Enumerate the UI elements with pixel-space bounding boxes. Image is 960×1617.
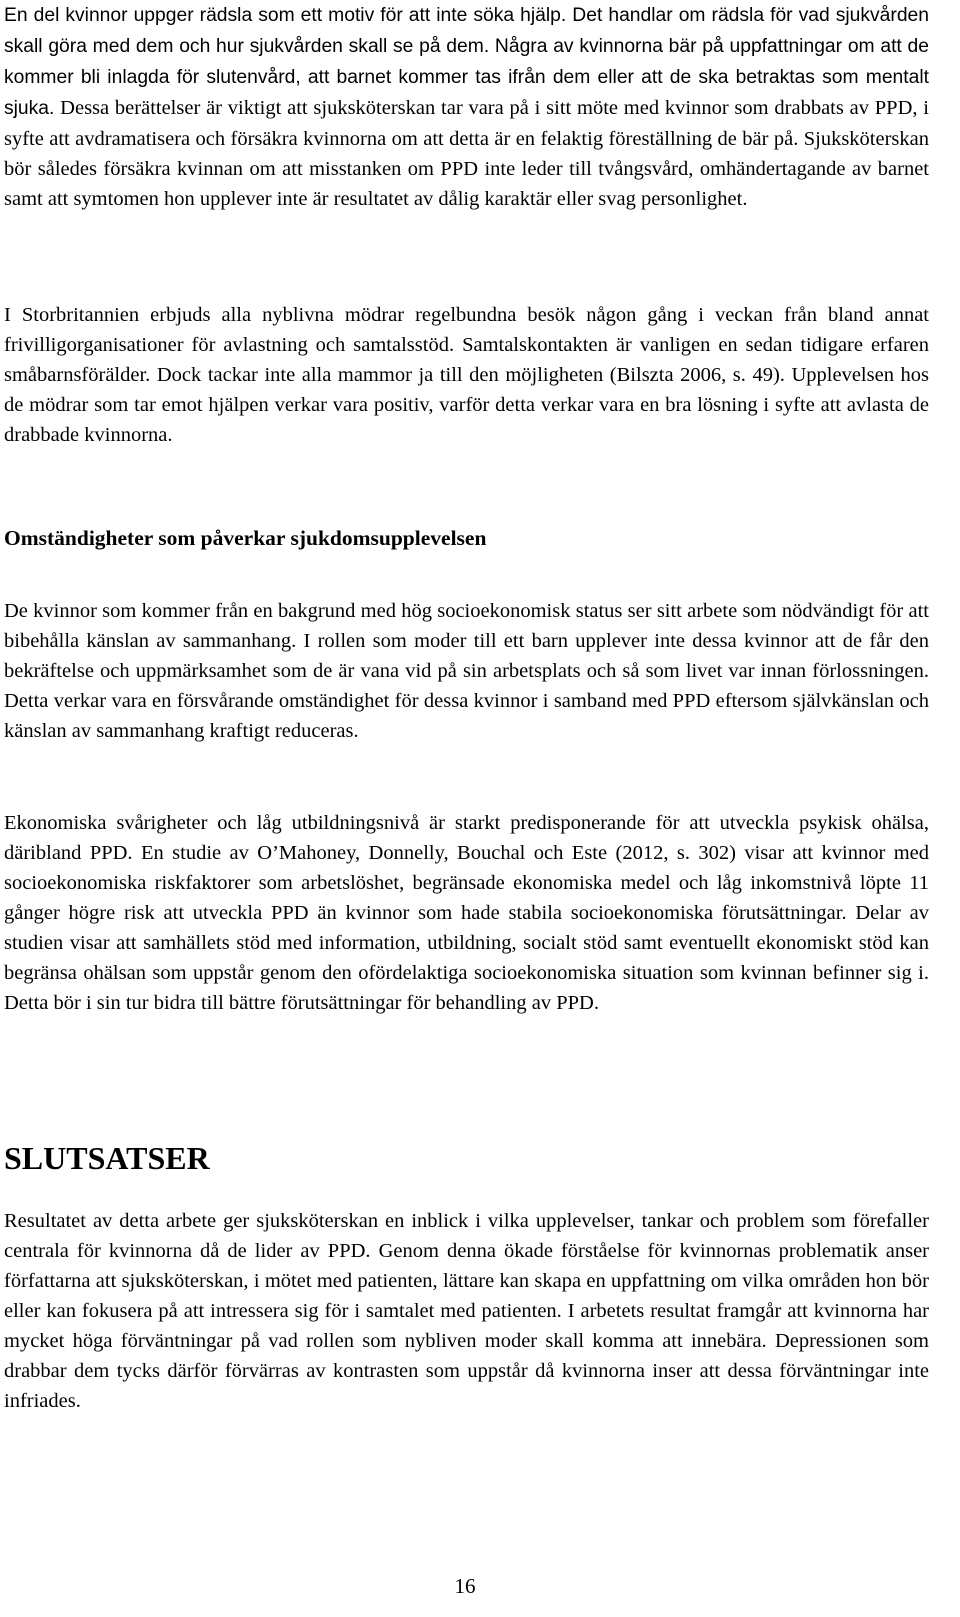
- section-heading: Omständigheter som påverkar sjukdomsupplevelsen: [4, 526, 487, 550]
- paragraph-fear-of-care-sans-text: En del kvinnor uppger rädsla som ett motiv för att inte söka hjälp. Det handlar om rädsla för vad sjukvården skall göra med dem och hur sjukvården skall se på dem. Några av kvinnorna bär på uppfattningar om att de kommer bli inlagda för slutenvård, att barnet kommer tas ifrån dem eller att de ska betraktas som mentalt sjuka.: [4, 5, 929, 119]
- paragraph-conclusion: Resultatet av detta arbete ger sjuksköterskan en inblick i vilka upplevelser, tankar och problem som förefaller centrala för kvinnorna då de lider av PPD. Genom denna ökade förståelse för kvinnornas problematik anser författarna att sjuksköterskan, i mötet med patienten, lättare kan skapa en uppfattning om vilka områden hon bör eller kan fokusera på att intressera sig för i samtalet med patienten. I arbetets resultat framgår att kvinnorna har mycket höga förväntningar på vad rollen som nybliven moder skall komma att innebära. Depressionen som drabbar dem tycks därför förvärras av kontrasten som uppstår då kvinnorna inser att dessa förväntningar inte infriades.: [4, 1210, 929, 1412]
- paragraph-socioeconomic-status: De kvinnor som kommer från en bakgrund med hög socioekonomisk status ser sitt arbete som nödvändigt för att bibehålla känslan av sammanhang. I rollen som moder till ett barn upplever inte dessa kvinnor att de får den bekräftelse och uppmärksamhet som de är vana vid på sin arbetsplats och så som livet var innan förlossningen. Detta verkar vara en försvårande omständighet för dessa kvinnor i samband med PPD eftersom självkänslan och känslan av sammanhang kraftigt reduceras.: [4, 600, 929, 742]
- paragraph-fear-of-care: [4, 0, 929, 214]
- paragraph-uk-support: I Storbritannien erbjuds alla nyblivna mödrar regelbundna besök någon gång i veckan från bland annat frivilligorganisationer för avlastning och samtalsstöd. Samtalskontakten är vanligen en sedan tidigare erfaren småbarnsförälder. Dock tackar inte alla mammor ja till den möjligheten (Bilszta 2006, s. 49). Upplevelsen hos de mödrar som tar emot hjälpen verkar vara positiv, varför detta verkar vara en bra lösning i syfte att avlasta de drabbade kvinnorna.: [4, 304, 929, 446]
- paragraph-economic-difficulties: Ekonomiska svårigheter och låg utbildningsnivå är starkt predisponerande för att utveckla psykisk ohälsa, däribland PPD. En studie av O’Mahoney, Donnelly, Bouchal och Este (2012, s. 302) visar att kvinnor med socioekonomiska riskfaktorer som arbetslöshet, begränsade ekonomiska medel och låg inkomstnivå löpte 11 gånger högre risk att utveckla PPD än kvinnor som hade stabila socioekonomiska förutsättningar. Delar av studien visar att samhällets stöd med information, utbildning, socialt stöd samt eventuellt ekonomiskt stöd kan begränsa ohälsan som uppstår genom den ofördelaktiga socioekonomiska situation som kvinnan befinner sig i. Detta bör i sin tur bidra till bättre förutsättningar för behandling av PPD.: [4, 812, 929, 1014]
- paragraph-fear-of-care-serif-text: Dessa berättelser är viktigt att sjuksköterskan tar vara på i sitt möte med kvinnor som drabbats av PPD, i syfte att avdramatisera och försäkra kvinnorna om att detta är en felaktig föreställning de bär på. Sjuksköterskan bör således försäkra kvinnan om att misstanken om PPD inte leder till tvångsvård, omhändertagande av barnet samt att symtomen hon upplever inte är resultatet av dålig karaktär eller svag personlighet.: [4, 97, 929, 210]
- page-number: 16: [454, 1574, 476, 1598]
- chapter-heading: SLUTSATSER: [4, 1140, 210, 1176]
